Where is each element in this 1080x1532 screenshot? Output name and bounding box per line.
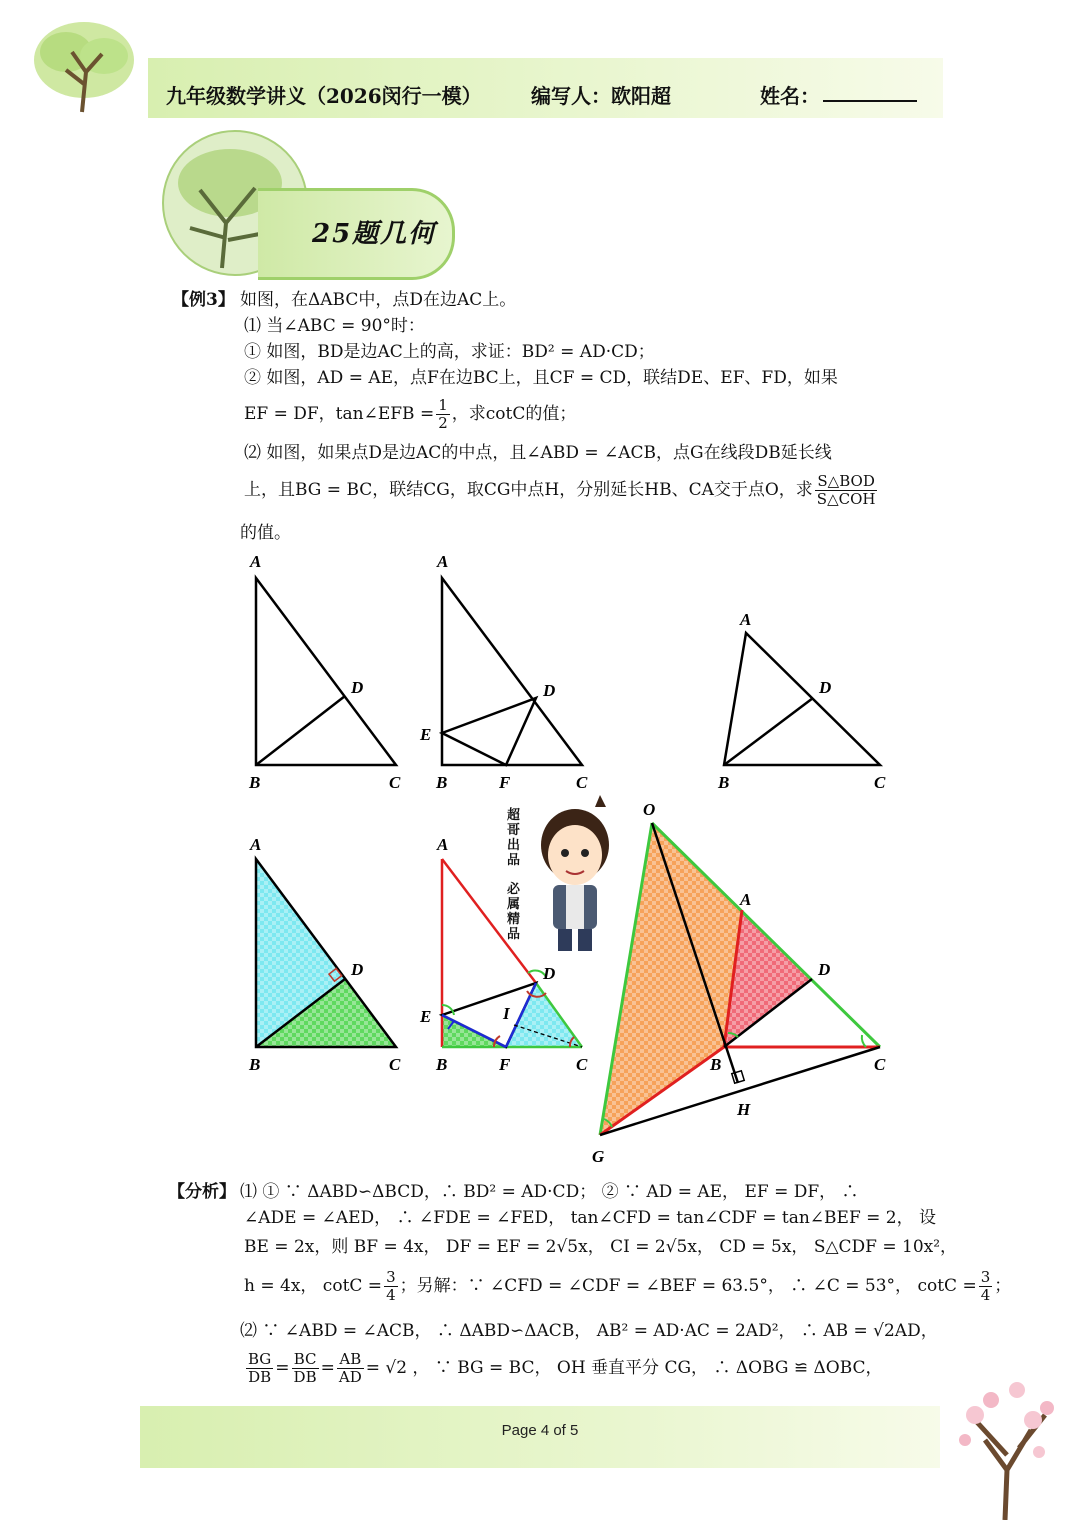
- fig2-label-B: B: [436, 773, 448, 792]
- fraction-half: [436, 397, 450, 432]
- analysis-line2: ∠ADE = ∠AED， ∴ ∠FDE = ∠FED， tan∠CFD = tan∠CDF = tan∠BEF = 2， 设: [244, 1208, 937, 1228]
- figure-1: [256, 578, 396, 765]
- part2-line2-text: 上，且BG = BC，联结CG，取CG中点H，分别延长HB、CA交于点O，求: [244, 480, 813, 500]
- ratio-ab-ad-den: AD: [338, 1368, 362, 1386]
- ratio-bc-db: [292, 1351, 319, 1386]
- ratio-bg-db-num: BG: [248, 1350, 272, 1368]
- example-tag: 【例3】: [172, 290, 235, 310]
- cot-fraction-1-den: 4: [386, 1286, 396, 1304]
- cot-fraction-2-num: 3: [980, 1268, 991, 1286]
- part2-line1: ⑵ 如图，如果点D是边AC的中点，且∠ABD = ∠ACB，点G在线段DB延长线: [244, 443, 832, 463]
- fig3-label-B: B: [718, 773, 730, 792]
- ratio-bc-db-num: BC: [292, 1351, 319, 1369]
- fig5-label-A: A: [437, 835, 449, 854]
- fig1-label-A: A: [250, 552, 262, 571]
- fig5-label-E: E: [420, 1007, 432, 1026]
- fig4-label-C: C: [389, 1055, 401, 1074]
- blossom-tree-icon: [935, 1360, 1060, 1520]
- fig2-label-A: A: [437, 552, 449, 571]
- figure-6: [600, 823, 880, 1135]
- part1b-line2: [244, 394, 576, 434]
- fig6-label-C: C: [874, 1055, 886, 1074]
- analysis-line6: $\frac{BG}{DB}$ = $\frac{BC}{DB}$ = $\frac{AB}{AD}$ = √2 ， ∵ BG = BC， OH 垂直平分 CG， ∴ ΔOBG ≌ ΔOBC，: [248, 1350, 883, 1386]
- cartoon-teacher-icon: [541, 795, 609, 951]
- section-title: 25题几何: [312, 219, 437, 249]
- watermark-col1: 超哥出品: [507, 808, 521, 868]
- analysis-line6-tail: = √2 ， ∵ BG = BC， OH 垂直平分 CG， ∴ ΔOBG ≌ ΔOBC，: [365, 1358, 883, 1378]
- ratio-ab-ad: [337, 1351, 364, 1386]
- fig6-label-O: O: [643, 800, 656, 819]
- document-title: 九年级数学讲义（2026闵行一模）: [166, 84, 482, 108]
- name-blank-line: [823, 100, 917, 102]
- fig4-label-B: B: [249, 1055, 261, 1074]
- name-label: 姓名：: [760, 84, 820, 108]
- area-ratio-fraction: [815, 473, 878, 508]
- fig5-label-D: D: [543, 964, 556, 983]
- cot-fraction-1: [384, 1269, 398, 1304]
- cot-fraction-2-den: 4: [980, 1286, 991, 1304]
- ratio-bg-db: [246, 1351, 273, 1386]
- geometry-figures: [0, 545, 1080, 1170]
- fig6-label-H: H: [737, 1100, 751, 1119]
- watermark-col2: 必属精品: [507, 882, 521, 942]
- cot-fraction-1-num: 3: [386, 1268, 396, 1286]
- fig1-label-C: C: [389, 773, 401, 792]
- figure-2: [442, 578, 582, 765]
- analysis-line3: BE = 2x，则 BF = 4x， DF = EF = 2√5x， CI = 2√5x， CD = 5x， S△CDF = 10x²，: [244, 1237, 958, 1257]
- example-intro: 如图，在ΔABC中，点D在边AC上。: [240, 290, 517, 310]
- fraction-numerator: 1: [438, 396, 448, 414]
- tree-logo-icon: [22, 12, 142, 122]
- cot-fraction-2: [979, 1269, 993, 1304]
- analysis-line5: ⑵ ∵ ∠ABD = ∠ACB， ∴ ΔABD∽ΔACB， AB² = AD·AC = 2AD²， ∴ AB = √2AD，: [240, 1321, 938, 1341]
- part1b-line2-start: EF = DF，tan∠EFB =: [244, 404, 435, 424]
- fig5-label-I: I: [503, 1004, 510, 1023]
- page-number: Page 4 of 5: [501, 1422, 579, 1439]
- fig6-label-D: D: [818, 960, 831, 979]
- fig2-label-F: F: [499, 773, 511, 792]
- part1b-line1: ② 如图，AD = AE，点F在边BC上，且CF = CD，联结DE、EF、FD，如果: [244, 368, 838, 388]
- fig2-label-D: D: [543, 681, 556, 700]
- fig3-label-A: A: [740, 610, 752, 629]
- fig5-label-F: F: [499, 1055, 511, 1074]
- area-ratio-denominator: S△COH: [816, 490, 876, 508]
- fig6-label-A: A: [740, 890, 752, 909]
- fig1-label-B: B: [249, 773, 261, 792]
- ratio-bg-db-den: DB: [248, 1368, 272, 1386]
- area-ratio-numerator: S△BOD: [815, 473, 878, 491]
- fig2-label-E: E: [420, 725, 432, 744]
- author-label: 编写人：欧阳超: [531, 84, 671, 108]
- fig6-label-G: G: [592, 1147, 605, 1166]
- analysis-tag: 【分析】: [168, 1182, 236, 1202]
- fig4-label-D: D: [351, 960, 364, 979]
- ratio-ab-ad-num: AB: [337, 1351, 364, 1369]
- fraction-denominator: 2: [438, 414, 448, 432]
- analysis-line4-middle: ；另解：∵ ∠CFD = ∠CDF = ∠BEF = 63.5°， ∴ ∠C = 53°， cotC =: [399, 1276, 977, 1296]
- fig1-label-D: D: [351, 678, 364, 697]
- part1-condition: ⑴ 当∠ABC = 90°时：: [244, 316, 425, 336]
- fig4-label-A: A: [250, 835, 262, 854]
- fig5-label-C: C: [576, 1055, 588, 1074]
- analysis-line4: [244, 1266, 1011, 1306]
- analysis-line1: ⑴ ① ∵ ΔABD∽ΔBCD，∴ BD² = AD·CD； ② ∵ AD = AE， EF = DF， ∴: [240, 1182, 859, 1202]
- part2-line2: [244, 468, 879, 512]
- part1b-line2-end: ，求cotC的值；: [451, 404, 577, 424]
- fig3-label-C: C: [874, 773, 886, 792]
- analysis-line4-start: h = 4x， cotC =: [244, 1276, 383, 1296]
- analysis-line4-end: ；: [994, 1276, 1012, 1296]
- figure-4: [256, 859, 396, 1047]
- fig3-label-D: D: [819, 678, 832, 697]
- fig6-label-B: B: [710, 1055, 722, 1074]
- part2-line3: 的值。: [240, 523, 291, 543]
- part1a-text: ① 如图，BD是边AC上的高，求证：BD² = AD·CD；: [244, 342, 655, 362]
- ratio-bc-db-den: DB: [293, 1368, 317, 1386]
- fig2-label-C: C: [576, 773, 588, 792]
- figure-3: [724, 633, 880, 765]
- fig5-label-B: B: [436, 1055, 448, 1074]
